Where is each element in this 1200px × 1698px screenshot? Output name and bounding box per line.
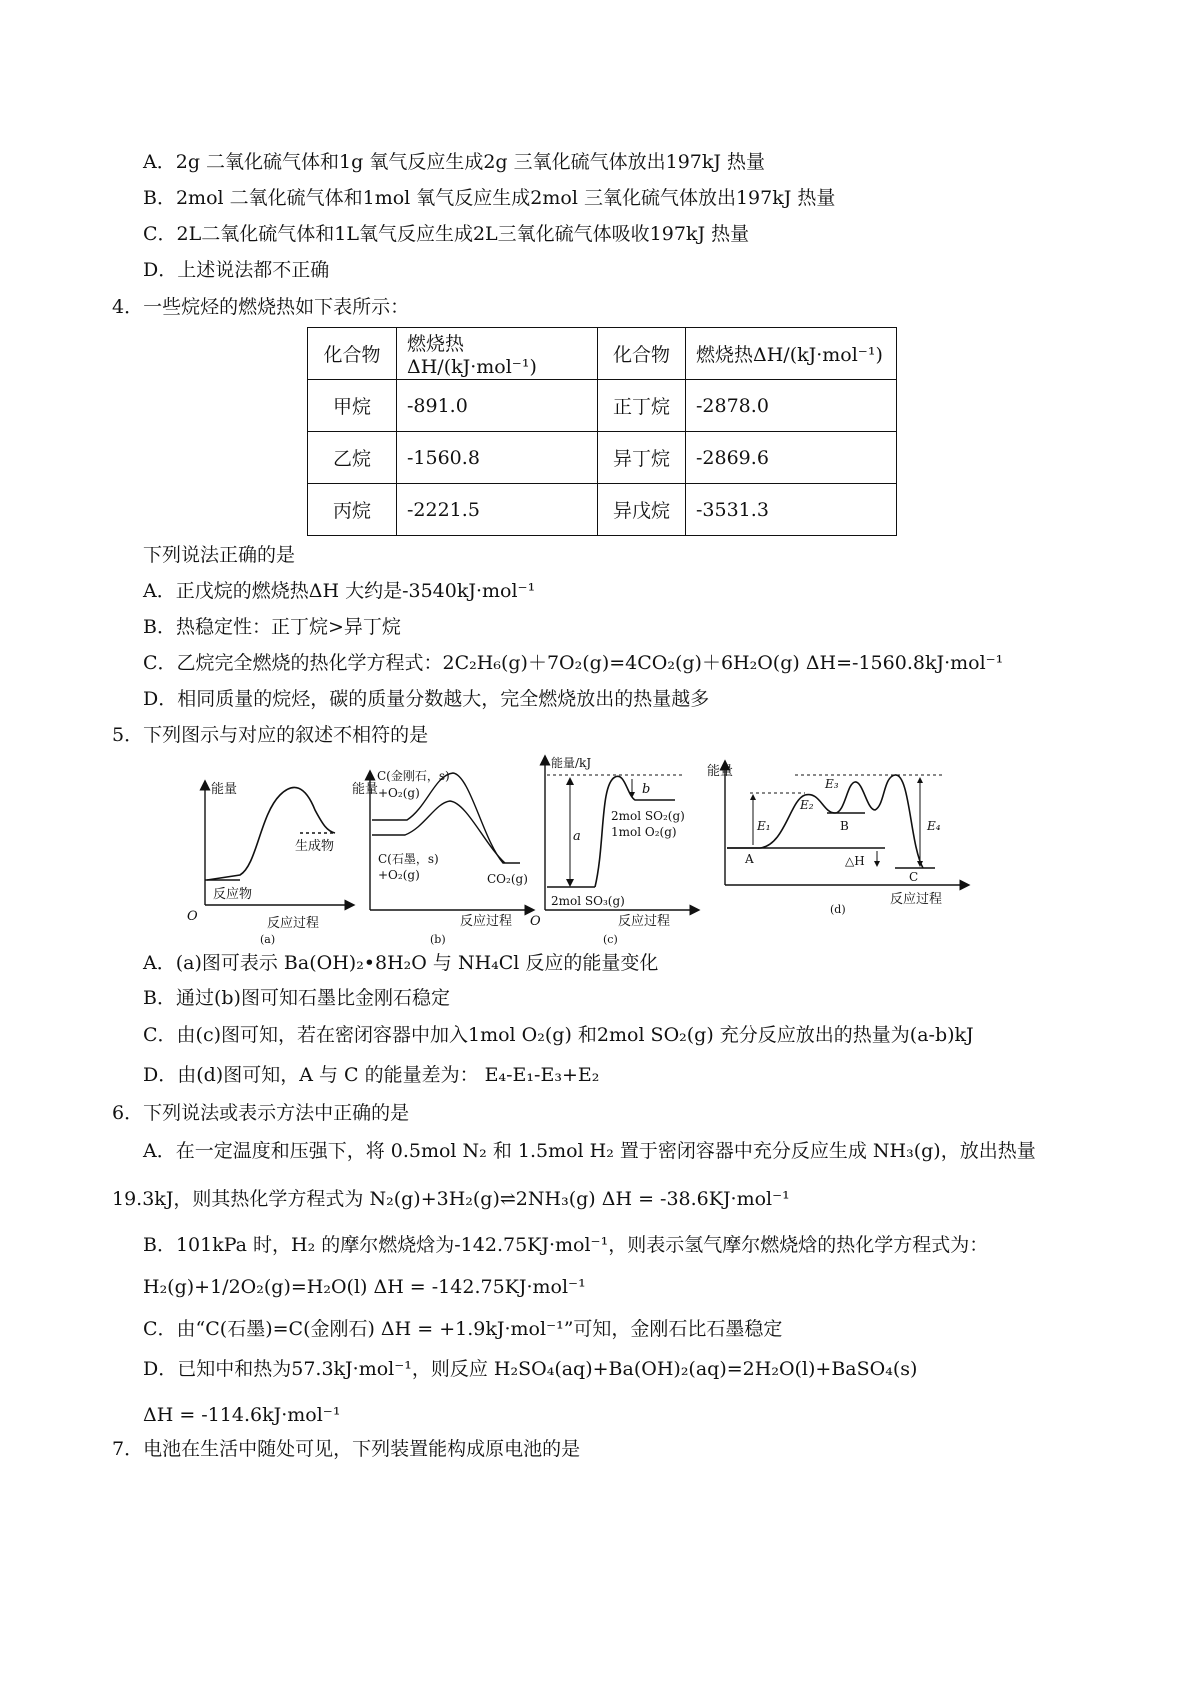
d-E2-label: E₂ <box>800 798 814 812</box>
b-ylabel: 能量 <box>352 782 379 797</box>
a-reactant: 反应物 <box>213 887 253 902</box>
table-cell: 异丁烷 <box>598 432 686 484</box>
diagram-b <box>352 768 530 946</box>
q6-option-d-line2: ΔH = -114.6kJ·mol⁻¹ <box>143 1404 341 1426</box>
table-row <box>308 484 897 536</box>
d-E1-label: E₁ <box>757 819 771 833</box>
table-cell: -2221.5 <box>397 484 598 536</box>
c-mid-label-2: 1mol O₂(g) <box>611 825 677 839</box>
b-mid-label: C(石墨，s) <box>378 852 439 866</box>
d-E3-label: E₃ <box>825 777 839 791</box>
q4-prompt: 下列说法正确的是 <box>143 544 296 566</box>
d-xlabel: 反应过程 <box>890 892 943 907</box>
q6-option-a-line1: A．在一定温度和压强下，将 0.5mol N₂ 和 1.5mol H₂ 置于密闭容器中充分反应生成 NH₃(g)，放出热量 <box>143 1140 1036 1162</box>
q3-option-c: C．2L二氧化硫气体和1L氧气反应生成2L三氧化硫气体吸收197kJ 热量 <box>143 223 750 245</box>
table-cell: -3531.3 <box>686 484 897 536</box>
q6-option-a-line2: 19.3kJ，则其热化学方程式为 N₂(g)+3H₂(g)⇌2NH₃(g) ΔH = -38.6KJ·mol⁻¹ <box>112 1188 790 1210</box>
c-mid-label-1: 2mol SO₂(g) <box>611 809 685 823</box>
d-B-label: B <box>840 819 849 833</box>
c-ylabel: 能量/kJ <box>551 756 592 770</box>
diagram-a <box>187 781 350 946</box>
q5-option-a: A．(a)图可表示 Ba(OH)₂•8H₂O 与 NH₄Cl 反应的能量变化 <box>143 952 659 974</box>
q5-option-c: C．由(c)图可知，若在密闭容器中加入1mol O₂(g) 和2mol SO₂(g) 充分反应放出的热量为(a-b)kJ <box>143 1024 974 1046</box>
table-cell: -2878.0 <box>686 380 897 432</box>
q6-option-c: C．由“C(石墨)=C(金刚石) ΔH = +1.9kJ·mol⁻¹”可知，金刚石比石墨稳定 <box>143 1318 783 1340</box>
c-xlabel: 反应过程 <box>618 914 671 929</box>
q4-stem: 4．一些烷烃的燃烧热如下表所示： <box>112 296 410 318</box>
table-cell: -891.0 <box>397 380 598 432</box>
b-xlabel: 反应过程 <box>460 914 513 929</box>
b-caption: (b) <box>430 933 446 946</box>
c-caption: (c) <box>603 933 618 946</box>
c-bottom-label: 2mol SO₃(g) <box>551 894 625 908</box>
q5-option-d: D．由(d)图可知，A 与 C 的能量差为： E₄-E₁-E₃+E₂ <box>143 1064 600 1086</box>
diagram-c <box>530 755 695 946</box>
d-caption: (d) <box>830 903 846 916</box>
q7-stem: 7．电池在生活中随处可见，下列装置能构成原电池的是 <box>112 1438 581 1460</box>
q3-option-a: A．2g 二氧化硫气体和1g 氧气反应生成2g 三氧化硫气体放出197kJ 热量 <box>143 151 766 173</box>
q4-option-c: C．乙烷完全燃烧的热化学方程式：2C₂H₆(g)＋7O₂(g)=4CO₂(g)＋6H₂O(g) ΔH=-1560.8kJ·mol⁻¹ <box>143 652 1004 674</box>
q4-option-d: D．相同质量的烷烃，碳的质量分数越大，完全燃烧放出的热量越多 <box>143 688 710 710</box>
q3-option-d: D．上述说法都不正确 <box>143 259 330 281</box>
table-cell: -2869.6 <box>686 432 897 484</box>
table-cell: -1560.8 <box>397 432 598 484</box>
d-C-label: C <box>909 870 919 884</box>
table-row <box>308 380 897 432</box>
c-a-label: a <box>573 829 581 844</box>
table-cell: 丙烷 <box>308 484 397 536</box>
q5-stem: 5．下列图示与对应的叙述不相符的是 <box>112 724 429 746</box>
energy-diagrams-figure <box>187 745 1055 950</box>
d-A-label: A <box>745 852 754 866</box>
b-top-label-2: +O₂(g) <box>378 786 420 800</box>
q6-option-b-line1: B．101kPa 时，H₂ 的摩尔燃烧焓为-142.75KJ·mol⁻¹，则表示氢气摩尔燃烧焓的热化学方程式为： <box>143 1234 989 1256</box>
a-ylabel: 能量 <box>211 782 238 797</box>
a-caption: (a) <box>260 933 276 946</box>
q4-option-a: A．正戊烷的燃烧热ΔH 大约是-3540kJ·mol⁻¹ <box>143 580 536 602</box>
d-dH-label: △H <box>845 854 865 868</box>
q6-option-b-line2: H₂(g)+1/2O₂(g)=H₂O(l) ΔH = -142.75KJ·mol⁻¹ <box>143 1276 586 1298</box>
table-row <box>308 432 897 484</box>
table-cell: 正丁烷 <box>598 380 686 432</box>
table-header: 化合物 <box>308 328 397 380</box>
b-mid-label-2: +O₂(g) <box>378 868 420 882</box>
d-E4-label: E₄ <box>927 819 941 833</box>
table-header: 燃烧热ΔH/(kJ·mol⁻¹) <box>397 328 598 380</box>
q3-option-b: B．2mol 二氧化硫气体和1mol 氧气反应生成2mol 三氧化硫气体放出197kJ 热量 <box>143 187 836 209</box>
table-header-row <box>308 328 897 380</box>
diagram-d <box>707 763 965 916</box>
table-header: 燃烧热ΔH/(kJ·mol⁻¹) <box>686 328 897 380</box>
q6-stem: 6．下列说法或表示方法中正确的是 <box>112 1102 410 1124</box>
d-ylabel: 能量 <box>707 764 734 779</box>
q4-option-b: B．热稳定性：正丁烷>异丁烷 <box>143 616 401 638</box>
c-origin: O <box>530 914 541 929</box>
b-product: CO₂(g) <box>487 872 528 886</box>
table-header: 化合物 <box>598 328 686 380</box>
table-cell: 甲烷 <box>308 380 397 432</box>
q6-option-d-line1: D．已知中和热为57.3kJ·mol⁻¹，则反应 H₂SO₄(aq)+Ba(OH)₂(aq)=2H₂O(l)+BaSO₄(s) <box>143 1358 918 1380</box>
a-origin: O <box>187 909 198 924</box>
table-cell: 乙烷 <box>308 432 397 484</box>
a-product: 生成物 <box>295 839 335 854</box>
table-cell: 异戊烷 <box>598 484 686 536</box>
b-top-label: C(金刚石，s) <box>377 769 450 783</box>
q5-option-b: B．通过(b)图可知石墨比金刚石稳定 <box>143 987 450 1009</box>
combustion-heat-table <box>307 327 897 536</box>
c-b-label: b <box>642 782 651 797</box>
a-xlabel: 反应过程 <box>267 916 320 931</box>
